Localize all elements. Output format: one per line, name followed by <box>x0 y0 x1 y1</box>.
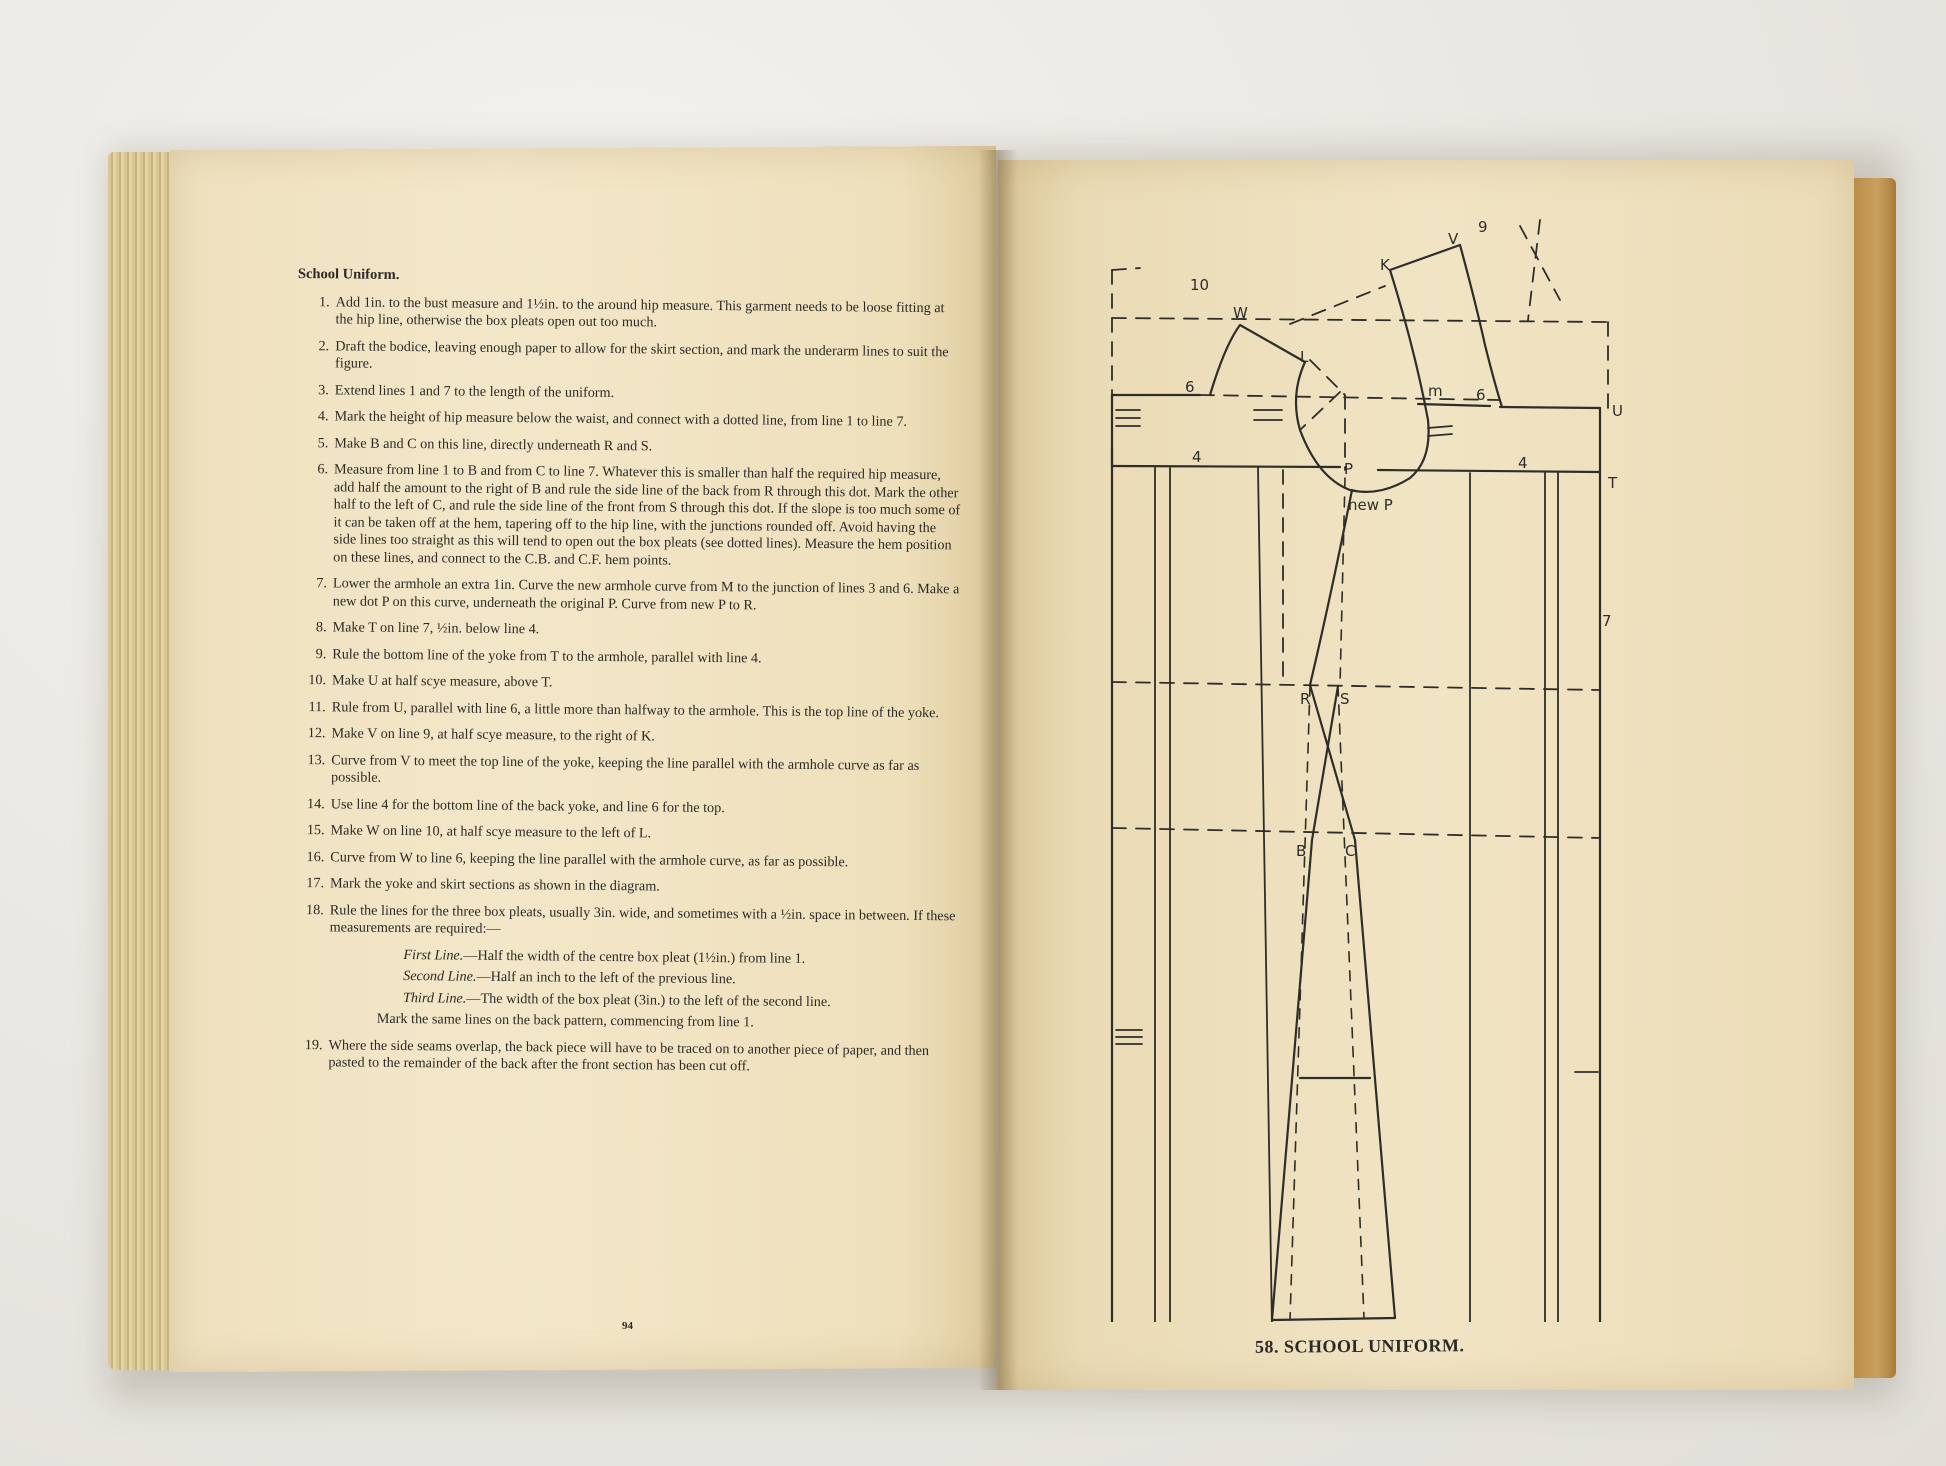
page-stack-edge <box>108 152 178 1370</box>
instruction-item: 13. Curve from V to meet the top line of the yoke, keeping the line parallel with the armhole curve as far as possible. <box>307 751 920 786</box>
instruction-item: 3. Extend lines 1 and 7 to the length of the uniform. <box>318 381 615 401</box>
label-nine: 9 <box>1478 218 1488 236</box>
instruction-item: 12. Make V on line 9, at half scye measure, to the right of K. <box>307 725 655 745</box>
instruction-item: 10. Make U at half scye measure, above T. <box>308 672 553 691</box>
pleat-line-first: First Line.—Half the width of the centre box pleat (1½in.) from line 1. <box>403 946 806 967</box>
label-k: K <box>1380 256 1390 274</box>
label-t: T <box>1608 474 1618 492</box>
label-seven: 7 <box>1602 612 1612 630</box>
label-six-left: 6 <box>1185 378 1195 396</box>
label-w: W <box>1233 304 1248 322</box>
instruction-item: 6. Measure from line 1 to B and from C to line 7. Whatever this is smaller than half the required hip measure, add half the amount to the right of B and rule the side line of the back from R through this dot. Mark the other half to the left of C, and rule the side line of the front from S through this dot. If the slope is too much some of it can be taken off at the hem, tapering off to the hip line, with the junctions rounded off. Avoid having the side lines too straight as this will tend to open out the box pleats (see dotted lines). Measure the hem position on these lines, and connect to the C.B. and C.F. hem points. <box>317 461 961 569</box>
label-ten: 10 <box>1190 276 1210 294</box>
instruction-item: 14. Use line 4 for the bottom line of the back yoke, and line 6 for the top. <box>307 795 725 816</box>
instructions-text <box>290 266 963 1087</box>
pattern-diagram <box>1098 212 1638 1322</box>
label-s: S <box>1340 690 1350 708</box>
dashed-top-lines <box>1112 220 1608 838</box>
label-p: P <box>1344 460 1354 478</box>
label-v: V <box>1448 230 1459 248</box>
instruction-item: 7. Lower the armhole an extra 1in. Curve the new armhole curve from M to the junction of lines 3 and 6. Make a new dot P on this curve, underneath the original P. Curve from new P to R. <box>316 575 960 613</box>
page-number: 94 <box>622 1320 633 1332</box>
instruction-item: 2. Draft the bodice, leaving enough paper to allow for the skirt section, and mark the underarm lines to suit the figure. <box>318 337 949 372</box>
instruction-item: 4. Mark the height of hip measure below the waist, and connect with a dotted line, from line 1 to line 7. <box>317 408 908 430</box>
instruction-item: 19. Where the side seams overlap, the back piece will have to be traced on to another piece of paper, and then pasted to the remainder of the back after the front section has been cut off. <box>304 1036 930 1075</box>
label-c: C <box>1345 842 1356 860</box>
pleat-line-third: Third Line.—The width of the box pleat (3in.) to the left of the second line. <box>402 989 831 1010</box>
label-four-right: 4 <box>1518 454 1528 472</box>
label-six-right: 6 <box>1476 386 1486 404</box>
instruction-item: 11. Rule from U, parallel with line 6, a little more than halfway to the armhole. This is the top line of the yoke. <box>308 698 940 721</box>
book-cover-edge <box>1850 178 1896 1378</box>
label-new-p: new P <box>1348 496 1393 514</box>
instruction-item: 9. Rule the bottom line of the yoke from T to the armhole, parallel with line 4. <box>315 645 762 666</box>
figure-caption: 58. SCHOOL UNIFORM. <box>1254 1335 1465 1357</box>
instruction-item: 8. Make T on line 7, ½in. below line 4. <box>315 619 540 638</box>
instruction-item: 18. Rule the lines for the three box pleats, usually 3in. wide, and sometimes with a ½in. space in between. If these measurements are required:— <box>306 901 956 937</box>
label-r: R <box>1300 690 1311 708</box>
pleat-note: Mark the same lines on the back pattern, commencing from line 1. <box>376 1010 754 1031</box>
instruction-item: 17. Mark the yoke and skirt sections as shown in the diagram. <box>306 875 660 895</box>
section-title: School Uniform. <box>297 266 400 283</box>
pleat-line-second: Second Line.—Half an inch to the left of the previous line. <box>403 968 736 988</box>
label-b: B <box>1296 842 1307 860</box>
label-l: L <box>1300 348 1309 366</box>
instruction-item: 16. Curve from W to line 6, keeping the line parallel with the armhole curve, as far as possible. <box>306 848 849 870</box>
side-seams <box>1272 490 1395 1320</box>
back-yoke-curve <box>1210 245 1502 492</box>
label-four-left: 4 <box>1192 448 1202 466</box>
instruction-item: 1. Add 1in. to the bust measure and 1½in. to the around hip measure. This garment needs to be loose fitting at the hip line, otherwise the box pleats open out too much. <box>318 293 945 331</box>
instruction-item: 15. Make W on line 10, at half scye measure to the left of L. <box>306 822 652 842</box>
label-u: U <box>1612 402 1623 420</box>
instruction-item: 5. Make B and C on this line, directly underneath R and S. <box>317 434 653 454</box>
book-gutter <box>978 150 1018 1390</box>
label-m: m <box>1428 382 1443 400</box>
dotted-side-guides <box>1290 478 1364 1320</box>
